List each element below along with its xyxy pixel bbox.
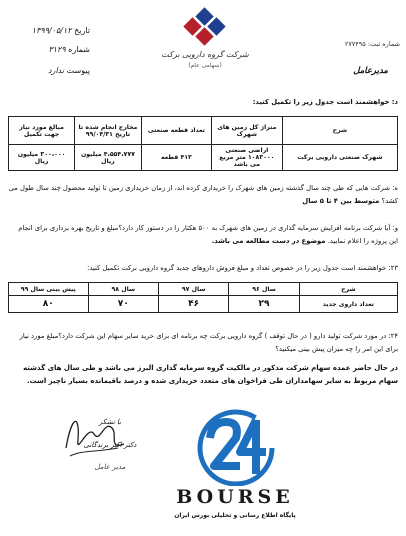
drugs-table-header: سال ۹۶: [229, 283, 299, 296]
drugs-table-header: پیش بینی سال ۹۹: [9, 283, 89, 296]
land-table-header: تعداد قطعه صنعتی: [141, 117, 211, 145]
question-v-text: و: آیا شرکت برنامه افزایش سرمایه گذاری در زمین های شهرک به ۵۰۰ هکتار را در دستور کار دارد؟مبلغ و تاریخ بهره برداری برای انجام این پروژه را اعلام نمایید.: [18, 224, 398, 245]
number-label: شماره: [68, 45, 90, 54]
bourse-logo-icon: [196, 408, 276, 486]
number-row: [8, 45, 90, 54]
date-row: [8, 26, 90, 35]
land-table-cell: اراضی صنعتی ۱۰۸۳۰۰۰ متر مربع می باشد: [211, 145, 282, 171]
drugs-table-header: سال ۹۸: [88, 283, 158, 296]
bourse-wordmark: BOURSE: [176, 486, 294, 508]
drugs-table-cell: تعداد داروی جدید: [299, 296, 397, 313]
doc-number-value: ۲۷۷۴۹۵: [344, 40, 366, 48]
question-h-answer: متوسط بین ۴ تا ۵ سال: [302, 197, 380, 205]
question-v: [8, 222, 398, 248]
land-table-cell: شهرک صنعتی دارویی برکت: [282, 145, 397, 171]
table-row: [9, 296, 398, 313]
attachment-value: ندارد: [48, 66, 65, 75]
question-23-text: ۲۳: خواهشمند است جدول زیر را در خصوص تعداد و مبلغ فروش داروهای جدید گروه دارویی برکت تکمیل کنید:: [87, 264, 398, 272]
signatory-title: مدیر عامل: [94, 463, 126, 471]
signature-thanks: با تشکر: [98, 418, 122, 426]
land-table-header: مخارج انجام شده تا تاریخ ۹۹/۰۴/۳۱: [75, 117, 142, 145]
land-table-header: شرح: [282, 117, 397, 145]
signature-scribble-icon: [58, 404, 130, 464]
date-value: ۱۳۹۹/۰۵/۱۲: [31, 26, 72, 35]
land-table-header: مبالغ مورد نیاز جهت تکمیل: [9, 117, 75, 145]
drugs-table-cell: ۸۰: [9, 296, 89, 313]
question-h-text: ه: شرکت هایی که طی چند سال گذشته زمین های شهرک را خریداری کرده اند، از زمان خریداری زمین تا تولید محصول چند سال طول می کشد؟: [8, 184, 398, 205]
question-24-text: ۲۴: در مورد شرکت تولید دارو ( در حال توقف ) گروه دارویی برکت چه برنامه ای برای خرید سایر سهام این شرکت دارد؟مبلغ مورد نیاز برای این امر را چه میزان پیش بینی میکنید؟: [19, 332, 398, 353]
drugs-table-cell: ۷۰: [88, 296, 158, 313]
signatory-name: دکتر اکبر برندگانی: [83, 441, 137, 449]
land-table-cell: ۴،۵۵۴،۷۷۷ میلیون ریال: [75, 145, 142, 171]
land-table: [8, 116, 398, 171]
company-logo-icon: [182, 10, 226, 50]
company-type: (سهامی عام): [188, 62, 222, 69]
number-value: ۳۱۲۹: [48, 45, 66, 54]
drugs-table-cell: ۴۶: [158, 296, 228, 313]
table-row: [9, 145, 398, 171]
drugs-table-header: شرح: [299, 283, 397, 296]
attachment-label: پیوست: [66, 66, 90, 75]
salutation: مدیرعامل: [353, 66, 388, 76]
land-table-cell: ۳۰۰،۰۰۰ میلیون ریال: [9, 145, 75, 171]
date-label: تاریخ: [74, 26, 90, 35]
question-v-answer: موضوع در دست مطالعه می باشد.: [211, 237, 326, 245]
land-table-cell: ۴۱۳ قطعه: [141, 145, 211, 171]
drugs-table-cell: ۲۹: [229, 296, 299, 313]
land-table-header: متراژ کل زمین های شهرک: [211, 117, 282, 145]
company-name: شرکت گروه دارویی برکت: [161, 50, 249, 59]
intro-text: د: خواهشمند است جدول زیر را تکمیل کنید:: [252, 98, 398, 106]
bourse-tagline: پایگاه اطلاع رسانی و تحلیلی بورس ایران: [174, 512, 296, 519]
attachment-row: [8, 66, 90, 75]
doc-number-label: شماره ثبت:: [367, 40, 400, 48]
question-h: [8, 182, 398, 208]
doc-number: [345, 40, 400, 48]
question-24-answer: در حال حاضر عمده سهام شرکت مذکور در مالکیت گروه سرمایه گذاری البرز می باشد و طی سال های گذشته سهام مربوط به سایر سهامداران طی فراخوان های متعدد خریداری شده و درصد باقیمانده بسیار ناچیز است.: [23, 364, 398, 385]
new-drugs-table: [8, 282, 398, 313]
drugs-table-header: سال ۹۷: [158, 283, 228, 296]
